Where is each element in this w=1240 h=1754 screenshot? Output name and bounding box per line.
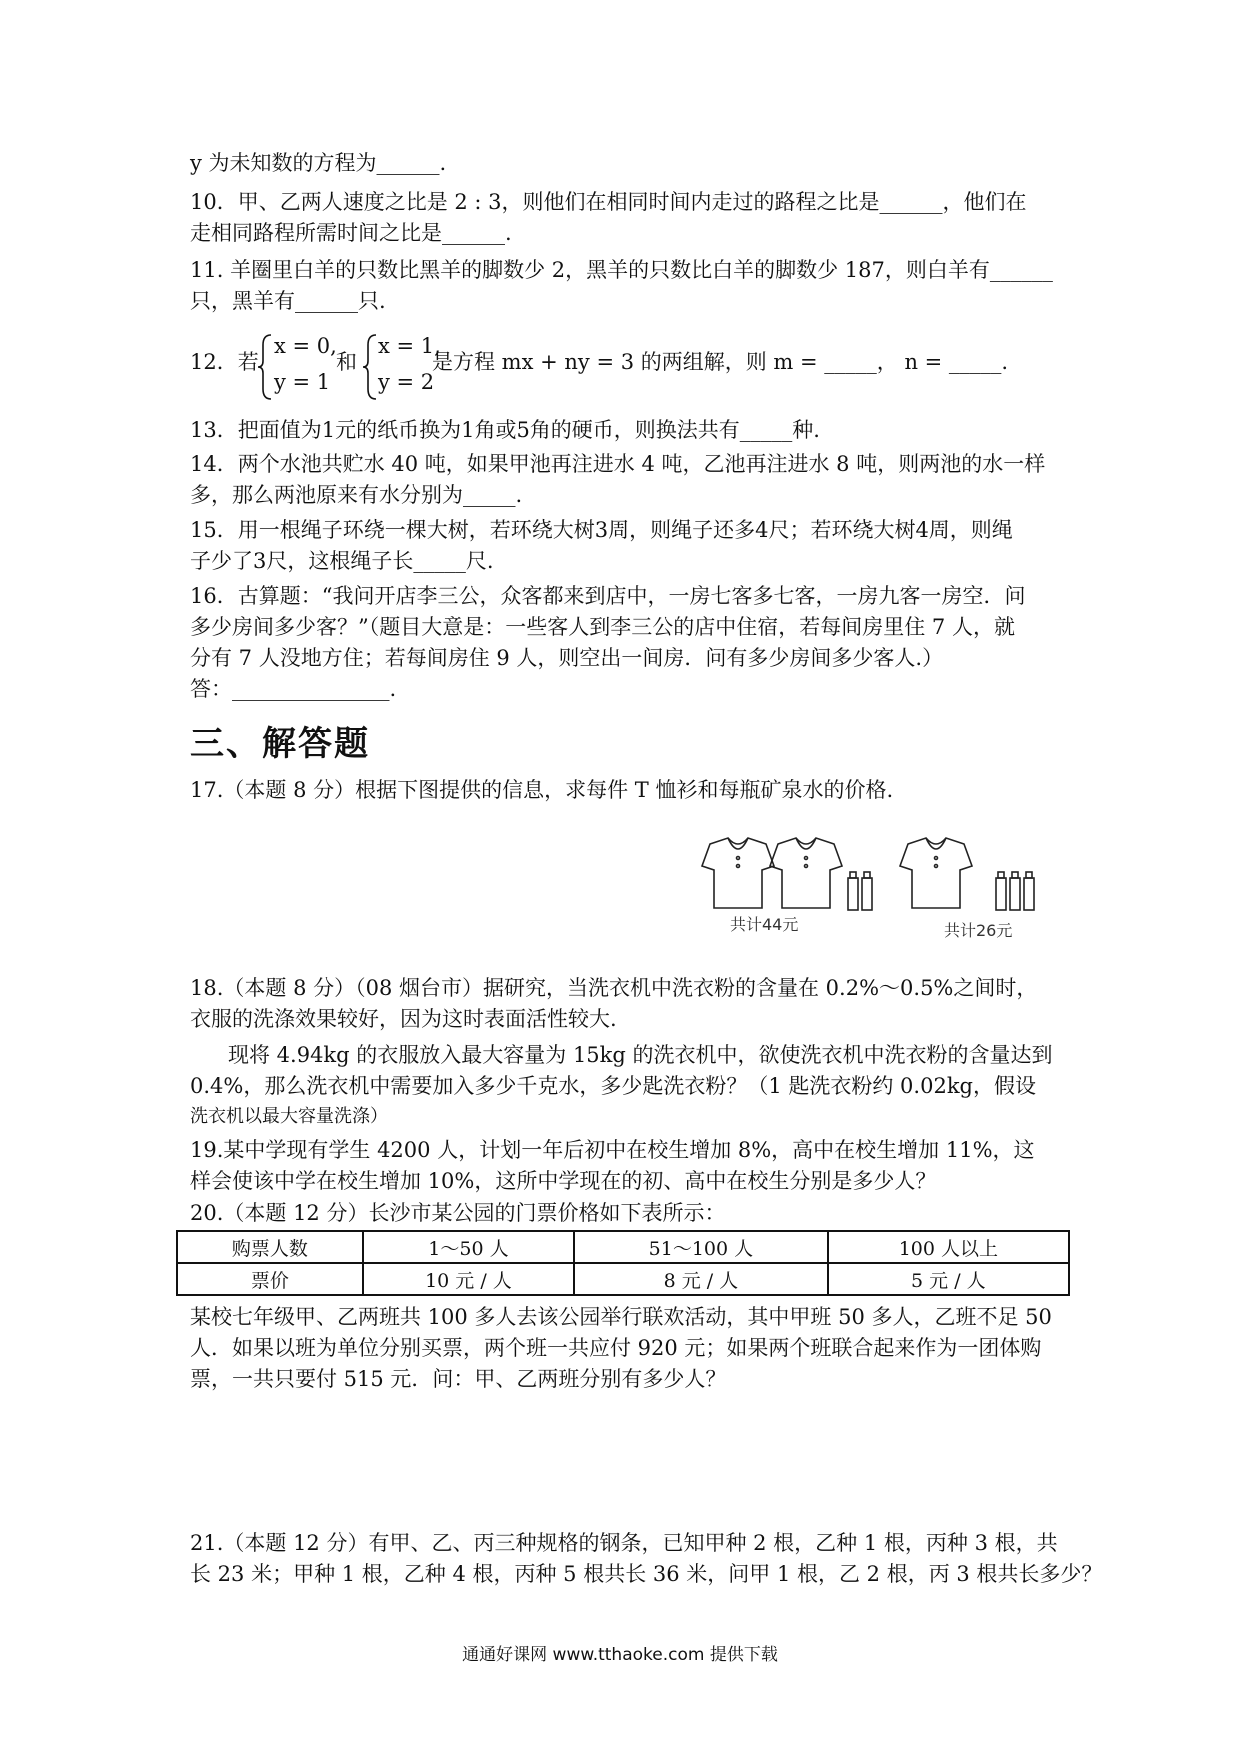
system1-eq2: y = 1 xyxy=(274,370,331,394)
q11-line2: 只，黑羊有______只. xyxy=(190,289,386,313)
bottle-icon xyxy=(848,872,872,910)
q12-prefix: 12．若 xyxy=(190,350,259,374)
table-cell: 5 元 / 人 xyxy=(828,1263,1069,1295)
table-cell: 100 人以上 xyxy=(828,1231,1069,1263)
q11-line1: 11. 羊圈里白羊的只数比黑羊的脚数少 2，黑羊的只数比白羊的脚数少 187，则白羊有______ xyxy=(190,258,1053,282)
table-row xyxy=(177,1263,1069,1295)
system2-eq2: y = 2 xyxy=(378,370,435,394)
q19-line2: 样会使该中学在校生增加 10%，这所中学现在的初、高中在校生分别是多少人？ xyxy=(190,1169,937,1193)
page-footer: 通通好课网 www.tthaoke.com 提供下载 xyxy=(462,1645,778,1665)
q15-line2: 子少了3尺，这根绳子长_____尺. xyxy=(190,549,494,573)
q12-suffix: 是方程 mx + ny = 3 的两组解，则 m = _____， n = _____. xyxy=(432,350,1009,374)
caption-26: 共计26元 xyxy=(944,921,1013,940)
table-cell: 票价 xyxy=(177,1263,363,1295)
caption-44: 共计44元 xyxy=(730,915,799,934)
table-cell: 51～100 人 xyxy=(574,1231,828,1263)
system2-eq1: x = 1, xyxy=(378,334,441,358)
q20-line4: 票，一共只要付 515 元．问：甲、乙两班分别有多少人？ xyxy=(190,1367,727,1391)
q20-line3: 人．如果以班为单位分别买票，两个班一共应付 920 元；如果两个班联合起来作为一团体购 xyxy=(190,1336,1042,1360)
tshirt-icon xyxy=(770,838,842,908)
left-brace-1 xyxy=(257,333,273,401)
q18-line3: 现将 4.94kg 的衣服放入最大容量为 15kg 的洗衣机中，欲使洗衣机中洗衣粉的含量达到 xyxy=(228,1043,1053,1067)
table-cell: 1～50 人 xyxy=(363,1231,574,1263)
q21-line1: 21.（本题 12 分）有甲、乙、丙三种规格的钢条，已知甲种 2 根，乙种 1 根，丙种 3 根，共 xyxy=(190,1531,1058,1555)
q14-line2: 多，那么两池原来有水分别为_____. xyxy=(190,483,523,507)
q16-line2: 多少房间多少客？”（题目大意是：一些客人到李三公的店中住宿，若每间房里住 7 人，就 xyxy=(190,615,1015,639)
q20-line2: 某校七年级甲、乙两班共 100 多人去该公园举行联欢活动，其中甲班 50 多人，乙班不足 50 xyxy=(190,1305,1052,1329)
q19-line1: 19.某中学现有学生 4200 人，计划一年后初中在校生增加 8%，高中在校生增加 11%，这 xyxy=(190,1138,1035,1162)
q21-line2: 长 23 米；甲种 1 根，乙种 4 根，丙种 5 根共长 36 米，问甲 1 根，乙 2 根，丙 3 根共长多少？ xyxy=(190,1562,1103,1586)
q18-line5: 洗衣机以最大容量洗涤） xyxy=(190,1106,388,1127)
table-cell: 10 元 / 人 xyxy=(363,1263,574,1295)
q18-line1: 18.（本题 8 分）（08 烟台市）据研究，当洗衣机中洗衣粉的含量在 0.2%～0.5%之间时， xyxy=(190,976,1038,1000)
table-row xyxy=(177,1231,1069,1263)
q15-line1: 15．用一根绳子环绕一棵大树，若环绕大树3周，则绳子还多4尺；若环绕大树4周，则绳 xyxy=(190,518,1013,542)
q10-line1: 10．甲、乙两人速度之比是 2 : 3，则他们在相同时间内走过的路程之比是______，他们在 xyxy=(190,190,1027,214)
q18-line2: 衣服的洗涤效果较好，因为这时表面活性较大. xyxy=(190,1007,617,1031)
q20-line1: 20.（本题 12 分）长沙市某公园的门票价格如下表所示： xyxy=(190,1201,726,1225)
system1-eq1: x = 0, xyxy=(274,334,337,358)
bottle-icon xyxy=(996,872,1034,910)
left-brace-2 xyxy=(362,333,378,401)
q9-line-end: y 为未知数的方程为______. xyxy=(190,151,447,175)
q17-line: 17.（本题 8 分）根据下图提供的信息，求每件 T 恤衫和每瓶矿泉水的价格. xyxy=(190,778,894,802)
q18-line4: 0.4%，那么洗衣机中需要加入多少千克水，多少匙洗衣粉？（1 匙洗衣粉约 0.02kg，假设 xyxy=(190,1074,1036,1098)
and-word: 和 xyxy=(336,350,357,374)
ticket-price-table xyxy=(176,1230,1070,1296)
q10-line2: 走相同路程所需时间之比是______. xyxy=(190,221,512,245)
q16-answer-line: 答：_______________. xyxy=(190,677,397,701)
q16-line1: 16．古算题：“我问开店李三公，众客都来到店中，一房七客多七客，一房九客一房空．问 xyxy=(190,584,1026,608)
q16-line3: 分有 7 人没地方住；若每间房住 9 人，则空出一间房．问有多少房间多少客人.） xyxy=(190,646,944,670)
q13-line: 13．把面值为1元的纸币换为1角或5角的硬币，则换法共有_____种. xyxy=(190,418,820,442)
table-cell: 8 元 / 人 xyxy=(574,1263,828,1295)
section-heading: 三、解答题 xyxy=(190,724,370,764)
tshirt-icon xyxy=(702,838,774,908)
tshirt-icon xyxy=(900,838,972,908)
table-cell: 购票人数 xyxy=(177,1231,363,1263)
q14-line1: 14．两个水池共贮水 40 吨，如果甲池再注进水 4 吨，乙池再注进水 8 吨，则两池的水一样 xyxy=(190,452,1046,476)
